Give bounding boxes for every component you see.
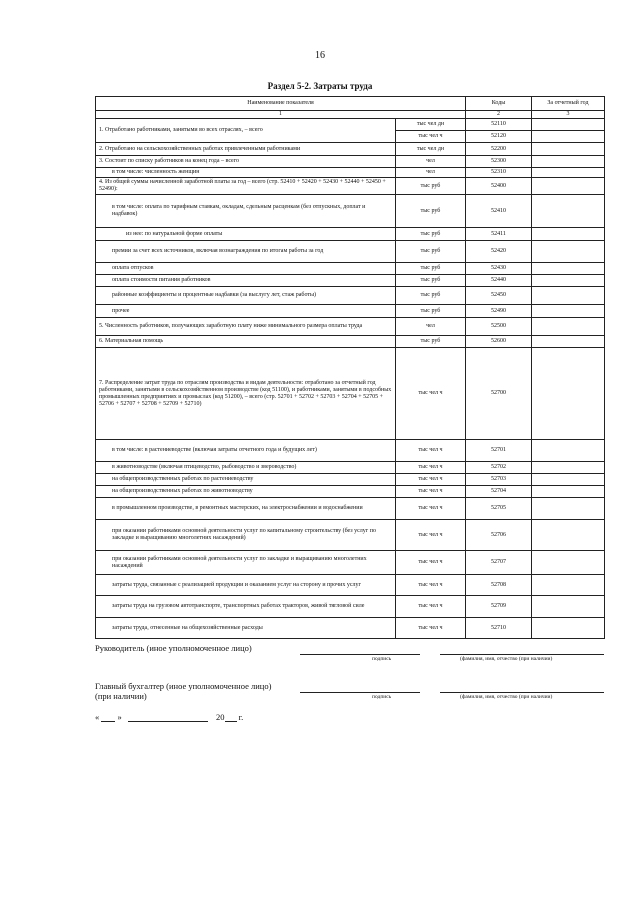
- table-row: [96, 486, 605, 498]
- row-value-cell[interactable]: [532, 520, 605, 551]
- row-unit: тыс чел ч: [396, 575, 466, 596]
- row-label: в животноводстве (включая птицеводство, рыбоводство и звероводство): [96, 462, 396, 474]
- row-value-cell[interactable]: [532, 318, 605, 336]
- row-unit: тыс чел дн: [396, 119, 466, 131]
- row-value-cell[interactable]: [532, 618, 605, 639]
- table-row: [96, 287, 605, 305]
- row-unit: тыс чел ч: [396, 520, 466, 551]
- row-value-cell[interactable]: [532, 156, 605, 168]
- row-unit: тыс руб: [396, 241, 466, 263]
- row-code: 52704: [466, 486, 532, 498]
- table-body: [96, 97, 605, 639]
- row-unit: тыс руб: [396, 336, 466, 348]
- table-row: [96, 228, 605, 241]
- row-code: 52500: [466, 318, 532, 336]
- row-value-cell[interactable]: [532, 336, 605, 348]
- row-code: 52702: [466, 462, 532, 474]
- row-label: премии за счет всех источников, включая вознаграждения по итогам работы за год: [96, 241, 396, 263]
- row-value-cell[interactable]: [532, 575, 605, 596]
- accountant-name-line[interactable]: [440, 692, 604, 693]
- table-row: [96, 575, 605, 596]
- row-unit: чел: [396, 168, 466, 178]
- row-code: 52300: [466, 156, 532, 168]
- table-row: [96, 178, 605, 195]
- row-code: 52490: [466, 305, 532, 318]
- row-label: в том числе: оплата по тарифным ставкам, окладам, сдельным расценкам (без отпускных, доплат и надбавок): [96, 195, 396, 228]
- table-row: [96, 348, 605, 440]
- row-value-cell[interactable]: [532, 263, 605, 275]
- header-number-2: 2: [466, 111, 532, 119]
- row-value-cell[interactable]: [532, 474, 605, 486]
- row-code: 52411: [466, 228, 532, 241]
- row-unit: тыс руб: [396, 178, 466, 195]
- header-number-3: 3: [532, 111, 605, 119]
- accountant-signature-line[interactable]: [300, 692, 420, 693]
- row-value-cell[interactable]: [532, 440, 605, 462]
- row-code: 52120: [466, 131, 532, 143]
- header-number-1: 1: [96, 111, 466, 119]
- table-row: [96, 318, 605, 336]
- row-label: 5. Численность работников, получающих заработную плату ниже минимального размера оплаты труда: [96, 318, 396, 336]
- row-value-cell[interactable]: [532, 168, 605, 178]
- row-unit: тыс чел ч: [396, 486, 466, 498]
- head-signature-label: Руководитель (иное уполномоченное лицо): [95, 643, 252, 653]
- row-code: 52700: [466, 348, 532, 440]
- row-unit: тыс руб: [396, 263, 466, 275]
- row-code: 52200: [466, 143, 532, 156]
- row-value-cell[interactable]: [532, 178, 605, 195]
- page-number: 16: [315, 50, 325, 61]
- row-unit: чел: [396, 318, 466, 336]
- row-label: затраты труда, связанные с реализацией продукции и оказанием услуг на сторону и прочих услуг: [96, 575, 396, 596]
- header-codes: Коды: [466, 97, 532, 111]
- labor-costs-table: [95, 96, 605, 639]
- date-day-blank[interactable]: [101, 713, 115, 722]
- row-label: 1. Отработано работниками, занятыми во всех отраслях, – всего: [96, 119, 396, 143]
- row-unit: тыс чел ч: [396, 498, 466, 520]
- row-unit: тыс чел ч: [396, 131, 466, 143]
- row-label: оплата отпусков: [96, 263, 396, 275]
- row-label: 7. Распределение затрат труда по отраслям производства и видам деятельности: отработано за отчетный год работниками, занятыми в сельскохозяйственном производстве (код 51100), и работниками, занятыми в подсобных промышленных предприятиях и промыслах (код 51200), – всего (стр. 52701 + 52702 + 52703 + 52704 + 52705 + 52706 + 52707 + 52708 + 52709 + 52710): [96, 348, 396, 440]
- row-unit: тыс чел ч: [396, 474, 466, 486]
- row-value-cell[interactable]: [532, 486, 605, 498]
- table-row: [96, 551, 605, 575]
- row-value-cell[interactable]: [532, 131, 605, 143]
- row-code: 52709: [466, 596, 532, 618]
- row-value-cell[interactable]: [532, 119, 605, 131]
- row-code: 52310: [466, 168, 532, 178]
- row-label: 3. Состоит по списку работников на конец года – всего: [96, 156, 396, 168]
- row-code: 52600: [466, 336, 532, 348]
- row-label: в промышленном производстве, в ремонтных мастерских, на электроснабжении и водоснабжении: [96, 498, 396, 520]
- row-code: 52701: [466, 440, 532, 462]
- table-row: [96, 119, 605, 131]
- date-year-blank[interactable]: [225, 713, 237, 722]
- row-unit: тыс чел ч: [396, 551, 466, 575]
- row-value-cell[interactable]: [532, 275, 605, 287]
- row-code: 52400: [466, 178, 532, 195]
- row-value-cell[interactable]: [532, 596, 605, 618]
- table-number-row: [96, 111, 605, 119]
- accountant-signature-label: Главный бухгалтер (иное уполномоченное лицо): [95, 681, 272, 691]
- table-row: [96, 462, 605, 474]
- date-line: [95, 712, 243, 722]
- table-row: [96, 156, 605, 168]
- date-month-blank[interactable]: [128, 713, 208, 722]
- head-signature-line[interactable]: [300, 654, 420, 655]
- row-unit: тыс чел ч: [396, 462, 466, 474]
- row-value-cell[interactable]: [532, 348, 605, 440]
- row-code: 52110: [466, 119, 532, 131]
- table-row: [96, 241, 605, 263]
- row-code: 52430: [466, 263, 532, 275]
- row-label: 4. Из общей суммы начисленной заработной платы за год – всего (стр. 52410 + 52420 + 52430 + 52440 + 52450 + 52490):: [96, 178, 396, 195]
- row-label: затраты труда на грузовом автотранспорте, транспортных работах тракторов, живой тягловой силе: [96, 596, 396, 618]
- table-row: [96, 143, 605, 156]
- row-code: 52703: [466, 474, 532, 486]
- table-row: [96, 336, 605, 348]
- row-label: в том числе: в растениеводстве (включая затраты отчетного года и будущих лет): [96, 440, 396, 462]
- header-report-year: За отчетный год: [532, 97, 605, 111]
- row-unit: тыс руб: [396, 287, 466, 305]
- row-label: оплата стоимости питания работников: [96, 275, 396, 287]
- accountant-name-caption: (фамилия, имя, отчество (при наличии): [460, 694, 553, 700]
- row-label: на общепроизводственных работах по растениеводству: [96, 474, 396, 486]
- table-row: [96, 168, 605, 178]
- section-title: Раздел 5-2. Затраты труда: [267, 81, 373, 91]
- row-value-cell[interactable]: [532, 287, 605, 305]
- table-row: [96, 596, 605, 618]
- table-row: [96, 440, 605, 462]
- row-value-cell[interactable]: [532, 305, 605, 318]
- row-label: на общепроизводственных работах по животноводству: [96, 486, 396, 498]
- row-unit: тыс руб: [396, 275, 466, 287]
- row-label: 6. Материальная помощь: [96, 336, 396, 348]
- row-unit: тыс чел ч: [396, 596, 466, 618]
- accountant-signature-caption: подпись: [372, 694, 392, 700]
- table-row: [96, 520, 605, 551]
- row-code: 52440: [466, 275, 532, 287]
- date-year-suffix: г.: [238, 712, 244, 722]
- row-code: 52708: [466, 575, 532, 596]
- row-value-cell[interactable]: [532, 143, 605, 156]
- row-label: при оказании работниками основной деятельности услуг по закладке и выращиванию многолетних насаждений: [96, 551, 396, 575]
- row-code: 52410: [466, 195, 532, 228]
- row-unit: чел: [396, 156, 466, 168]
- table-row: [96, 305, 605, 318]
- table-row: [96, 263, 605, 275]
- accountant-signature-label-2: (при наличии): [95, 691, 147, 701]
- row-value-cell[interactable]: [532, 241, 605, 263]
- row-label: 2. Отработано на сельскохозяйственных работах привлеченными работниками: [96, 143, 396, 156]
- row-value-cell[interactable]: [532, 551, 605, 575]
- table-row: [96, 474, 605, 486]
- row-value-cell[interactable]: [532, 228, 605, 241]
- row-label: прочее: [96, 305, 396, 318]
- row-code: 52420: [466, 241, 532, 263]
- head-name-caption: (фамилия, имя, отчество (при наличии): [460, 656, 553, 662]
- row-code: 52710: [466, 618, 532, 639]
- date-open-quote: «: [95, 712, 100, 722]
- row-unit: тыс чел ч: [396, 440, 466, 462]
- row-value-cell[interactable]: [532, 462, 605, 474]
- table-header-row: [96, 97, 605, 111]
- table-row: [96, 195, 605, 228]
- table-row: [96, 275, 605, 287]
- row-label: при оказании работниками основной деятельности услуг по капитальному строительству (без услуг по закладке и выращиванию многолетних насаждений): [96, 520, 396, 551]
- row-label: затраты труда, отнесенные на общехозяйственные расходы: [96, 618, 396, 639]
- table-row: [96, 618, 605, 639]
- row-unit: тыс руб: [396, 228, 466, 241]
- row-code: 52450: [466, 287, 532, 305]
- table-row: [96, 498, 605, 520]
- date-close-quote: »: [117, 712, 122, 722]
- date-year-prefix: 20: [216, 712, 225, 722]
- row-code: 52707: [466, 551, 532, 575]
- row-code: 52706: [466, 520, 532, 551]
- row-unit: тыс чел дн: [396, 143, 466, 156]
- row-label: районные коэффициенты и процентные надбавки (за выслугу лет, стаж работы): [96, 287, 396, 305]
- row-unit: тыс чел ч: [396, 348, 466, 440]
- row-value-cell[interactable]: [532, 195, 605, 228]
- row-value-cell[interactable]: [532, 498, 605, 520]
- head-name-line[interactable]: [440, 654, 604, 655]
- row-unit: тыс руб: [396, 195, 466, 228]
- row-unit: тыс чел ч: [396, 618, 466, 639]
- row-code: 52705: [466, 498, 532, 520]
- head-signature-caption: подпись: [372, 656, 392, 662]
- header-indicator: Наименование показателя: [96, 97, 466, 111]
- row-label: в том числе: численность женщин: [96, 168, 396, 178]
- row-label: из нее: по натуральной форме оплаты: [96, 228, 396, 241]
- row-unit: тыс руб: [396, 305, 466, 318]
